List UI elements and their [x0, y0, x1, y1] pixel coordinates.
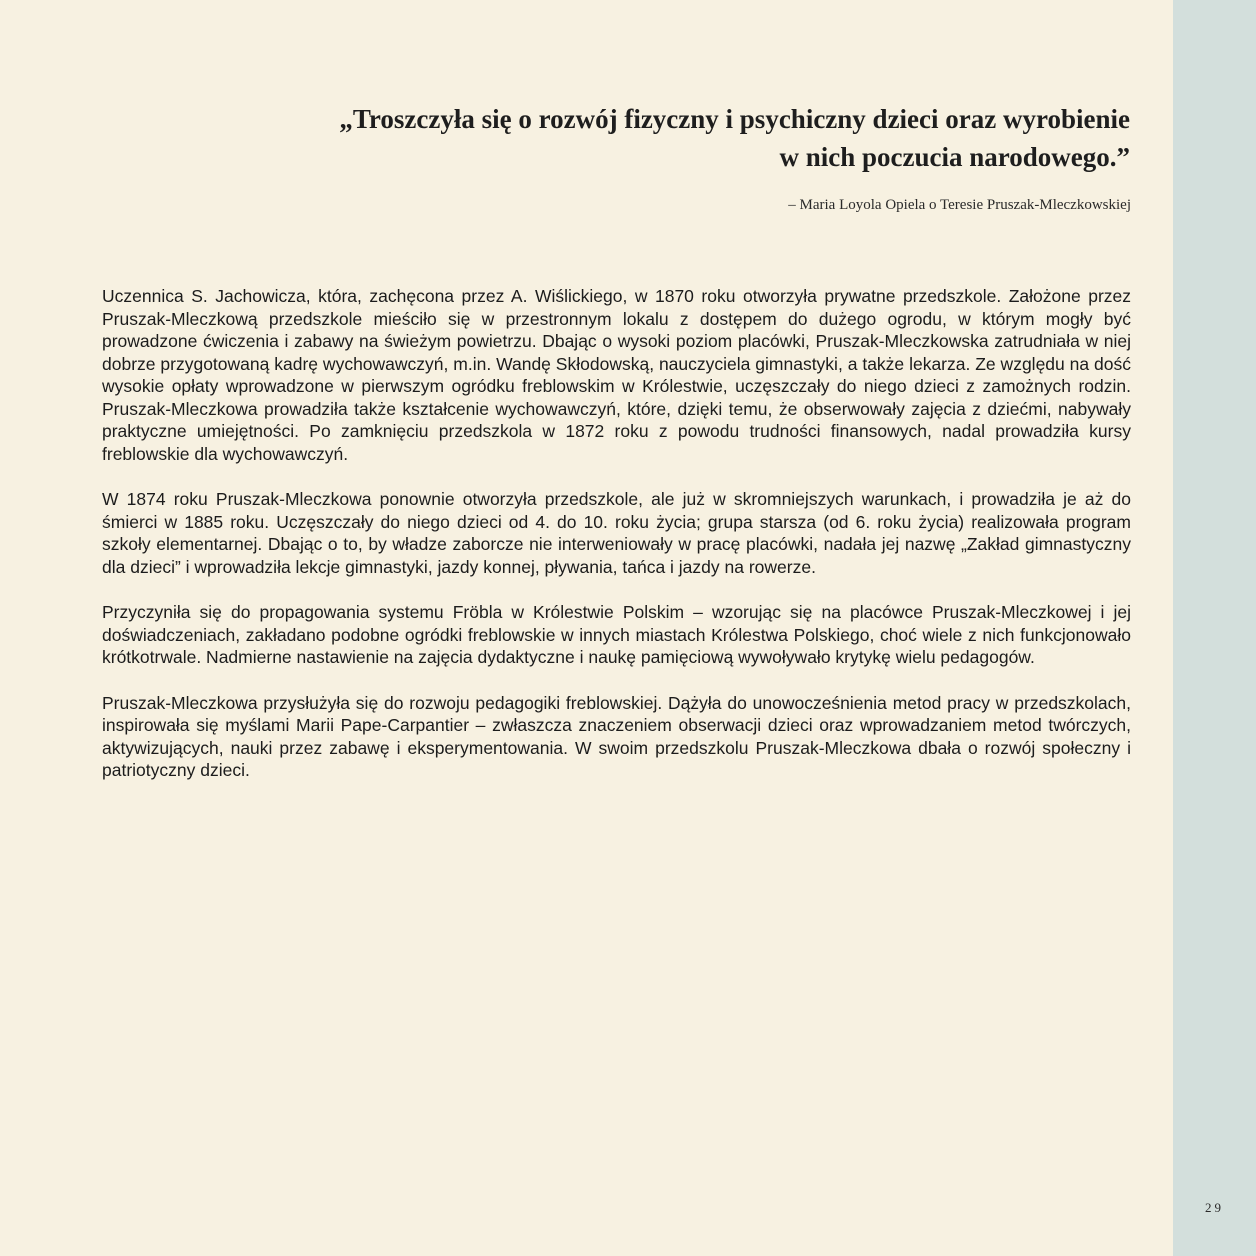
body-text: [102, 285, 1131, 805]
paragraph: Przyczyniła się do propagowania systemu Fröbla w Królestwie Polskim – wzorując się na placówce Pruszak-Mleczkowej i jej doświadczeniach, zakładano podobne ogródki freblowskie w innych miastach Królestwa Polskiego, choć wiele z nich funkcjonowało krótkotrwale. Nadmierne nastawienie na zajęcia dydaktyczne i naukę pamięciową wywoływało krytykę wielu pedagogów.: [102, 602, 1131, 667]
paragraph: W 1874 roku Pruszak-Mleczkowa ponownie otworzyła przedszkole, ale już w skromniejszych warunkach, i prowadziła je aż do śmierci w 1885 roku. Uczęszczały do niego dzieci od 4. do 10. roku życia; grupa starsza (od 6. roku życia) realizowała program szkoły elementarnej. Dbając o to, by władze zaborcze nie interweniowały w pracę placówki, nadała jej nazwę „Zakład gimnastyczny dla dzieci” i wprowadziła lekcje gimnastyki, jazdy konnej, pływania, tańca i jazdy na rowerze.: [102, 489, 1131, 577]
quote-line-2: w nich poczucia narodowego.”: [779, 142, 1130, 172]
paragraph: Uczennica S. Jachowicza, która, zachęcona przez A. Wiślickiego, w 1870 roku otworzyła prywatne przedszkole. Założone przez Pruszak-Mleczkową przedszkole mieściło się w przestronnym lokalu z dostępem do dużego ogrodu, w którym mogły być prowadzone ćwiczenia i zabawy na świeżym powietrzu. Dbając o wysoki poziom placówki, Pruszak-Mleczkowska zatrudniała w niej dobrze przygotowaną kadrę wychowawczyń, m.in. Wandę Skłodowską, nauczyciela gimnastyki, a także lekarza. Ze względu na dość wysokie opłaty wprowadzone w pierwszym ogródku freblowskim w Królestwie, uczęszczały do niego dzieci z zamożnych rodzin. Pruszak-Mleczkowa prowadziła także kształcenie wychowawczyń, które, dzięki temu, że obserwowały zajęcia z dziećmi, nabywały praktyczne umiejętności. Po zamknięciu przedszkola w 1872 roku z powodu trudności finansowych, nadal prowadziła kursy freblowskie dla wychowawczyń.: [102, 286, 1131, 464]
quote-attribution: – Maria Loyola Opiela o Teresie Pruszak-Mleczkowskiej: [788, 197, 1131, 213]
quote-line-1: „Troszczyła się o rozwój fizyczny i psychiczny dzieci oraz wyrobienie: [339, 104, 1130, 134]
paragraph: Pruszak-Mleczkowa przysłużyła się do rozwoju pedagogiki freblowskiej. Dążyła do unowocześnienia metod pracy w przedszkolach, inspirowała się myślami Marii Pape-Carpantier – zwłaszcza znaczeniem obserwacji dzieci oraz wprowadzaniem metod twórczych, aktywizujących, nauki przez zabawę i eksperymentowania. W swoim przedszkolu Pruszak-Mleczkowa dbała o rozwój społeczny i patriotyczny dzieci.: [102, 692, 1131, 780]
side-margin-band: [1173, 0, 1256, 1256]
page-number: 29: [1205, 1200, 1224, 1215]
pull-quote: [200, 100, 1130, 176]
